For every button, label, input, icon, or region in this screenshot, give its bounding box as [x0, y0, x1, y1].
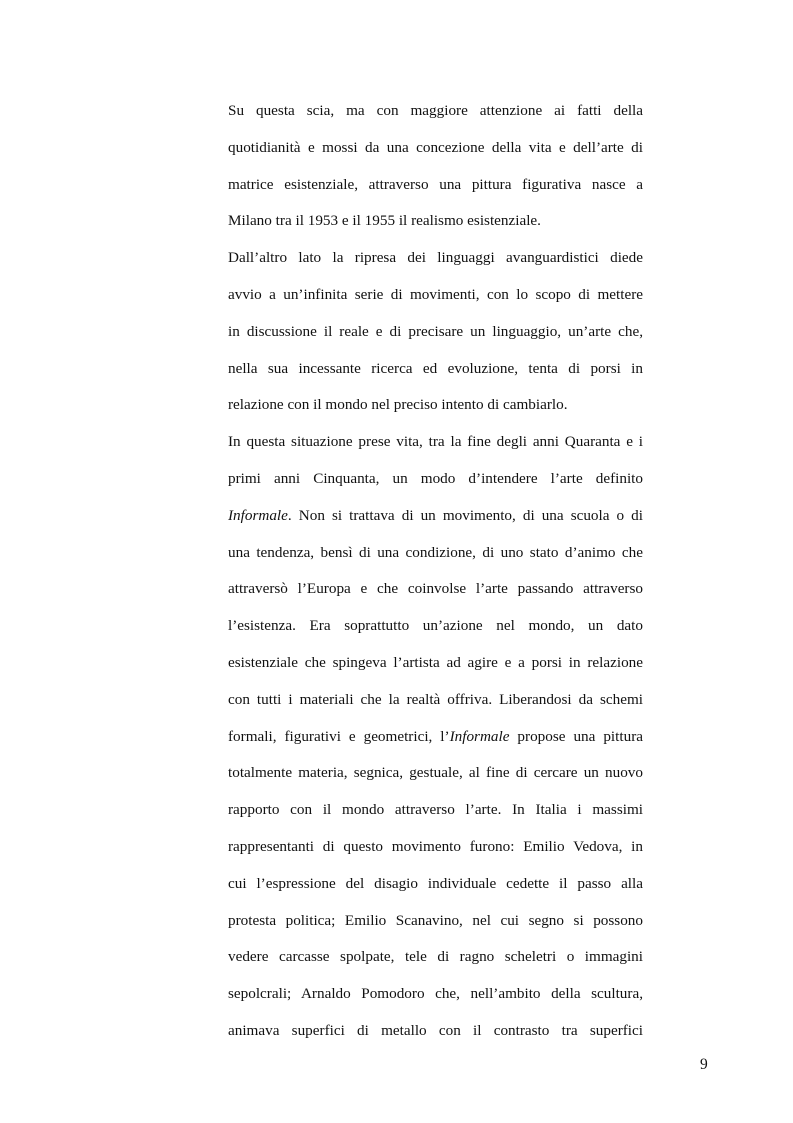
text-line: cui l’espressione del disagio individuale cedette il passo alla	[228, 874, 643, 892]
text-line: rapporto con il mondo attraverso l’arte. In Italia i massimi	[228, 801, 643, 819]
text-line: vedere carcasse spolpate, tele di ragno scheletri o immagini	[228, 948, 643, 966]
text-line: Milano tra il 1953 e il 1955 il realismo esistenziale.	[228, 212, 541, 230]
italic-term: Informale	[228, 506, 288, 524]
text-line: con tutti i materiali che la realtà offriva. Liberandosi da schemi	[228, 690, 643, 708]
text-line-with-italic	[228, 498, 643, 535]
text-line-with-italic	[228, 719, 643, 756]
italic-term: Informale	[449, 727, 510, 745]
page-number: 9	[700, 1056, 708, 1073]
text-line: animava superfici di metallo con il contrasto tra superfici	[228, 1021, 643, 1039]
text-line: Su questa scia, ma con maggiore attenzione ai fatti della	[228, 102, 643, 119]
text-line: in discussione il reale e di precisare un linguaggio, un’arte che,	[228, 322, 643, 340]
text-line: sepolcrali; Arnaldo Pomodoro che, nell’ambito della scultura,	[228, 985, 643, 1003]
text-line: rappresentanti di questo movimento furono: Emilio Vedova, in	[228, 837, 643, 855]
text-segment: propose una pittura	[509, 727, 643, 745]
text-line: nella sua incessante ricerca ed evoluzione, tenta di porsi in	[228, 359, 643, 377]
text-line: In questa situazione prese vita, tra la fine degli anni Quaranta e i	[228, 433, 643, 451]
text-segment: formali, figurativi e geometrici, l’	[228, 727, 450, 745]
text-line: protesta politica; Emilio Scanavino, nel cui segno si possono	[228, 911, 643, 929]
text-line: totalmente materia, segnica, gestuale, al fine di cercare un nuovo	[228, 764, 643, 782]
text-line: matrice esistenziale, attraverso una pittura figurativa nasce a	[228, 175, 643, 193]
text-line: Dall’altro lato la ripresa dei linguaggi avanguardistici diede	[228, 249, 643, 267]
text-line: avvio a un’infinita serie di movimenti, con lo scopo di mettere	[228, 285, 643, 303]
text-line: quotidianità e mossi da una concezione della vita e dell’arte di	[228, 138, 643, 156]
text-line: attraversò l’Europa e che coinvolse l’arte passando attraverso	[228, 580, 643, 598]
text-line: l’esistenza. Era soprattutto un’azione nel mondo, un dato	[228, 617, 643, 635]
text-line: relazione con il mondo nel preciso intento di cambiarlo.	[228, 396, 568, 414]
text-line: esistenziale che spingeva l’artista ad agire e a porsi in relazione	[228, 653, 643, 671]
text-segment: . Non si trattava di un movimento, di una scuola o di	[287, 506, 643, 524]
text-line: primi anni Cinquanta, un modo d’intendere l’arte definito	[228, 469, 643, 487]
body-text	[228, 93, 643, 1050]
text-line: una tendenza, bensì di una condizione, di uno stato d’animo che	[228, 543, 643, 561]
